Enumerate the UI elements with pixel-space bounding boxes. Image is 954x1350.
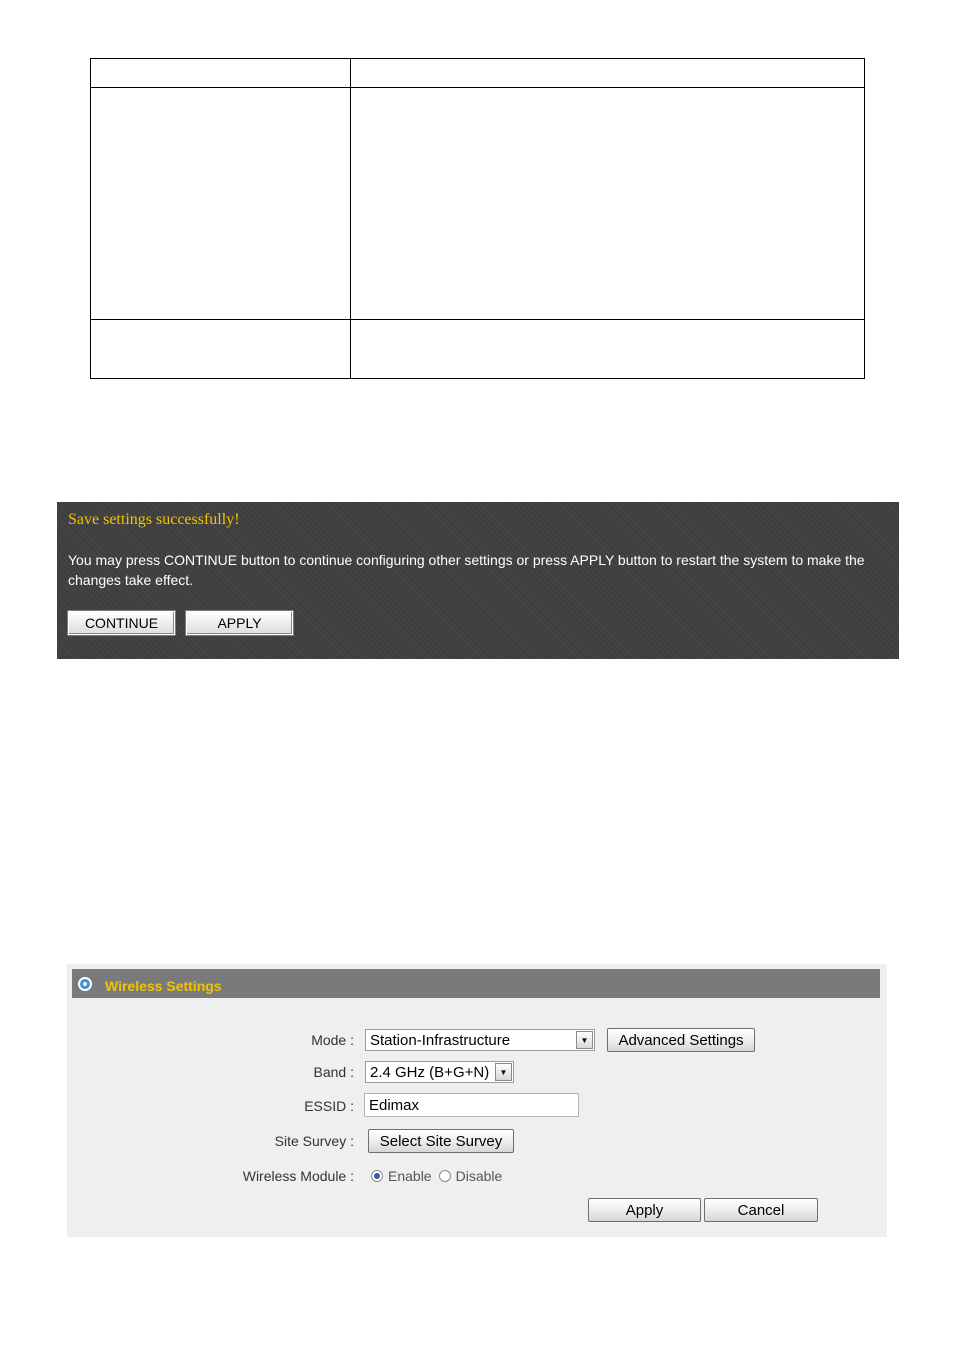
table-row xyxy=(91,59,865,88)
enable-radio[interactable] xyxy=(371,1170,383,1182)
disable-radio[interactable] xyxy=(439,1170,451,1182)
mode-label: Mode : xyxy=(311,1032,354,1048)
continue-button[interactable]: CONTINUE xyxy=(68,611,175,635)
table-cell xyxy=(351,88,865,320)
mode-select[interactable] xyxy=(365,1029,595,1051)
band-select[interactable] xyxy=(365,1061,514,1083)
essid-input[interactable] xyxy=(364,1093,579,1117)
table-cell xyxy=(91,88,351,320)
table-cell xyxy=(351,320,865,379)
save-message: You may press CONTINUE button to continue configuring other settings or press APPLY button to restart the system to make the changes take effect. xyxy=(68,552,865,588)
wireless-module-label: Wireless Module : xyxy=(242,1168,354,1184)
wireless-settings-panel xyxy=(67,964,887,1237)
site-survey-label: Site Survey : xyxy=(274,1133,354,1149)
enable-radio-label[interactable]: Enable xyxy=(388,1168,432,1184)
table-row xyxy=(91,320,865,379)
essid-label: ESSID : xyxy=(304,1098,354,1114)
save-settings-panel xyxy=(57,502,899,659)
cancel-button[interactable]: Cancel xyxy=(704,1198,818,1222)
document-table xyxy=(90,58,865,379)
radio-bullet-icon xyxy=(78,977,92,991)
mode-select-value: Station-Infrastructure xyxy=(370,1031,511,1049)
select-site-survey-button[interactable]: Select Site Survey xyxy=(368,1129,514,1153)
table-cell xyxy=(351,59,865,88)
chevron-down-icon[interactable]: ▼ xyxy=(576,1031,593,1049)
band-select-value: 2.4 GHz (B+G+N) xyxy=(370,1063,490,1081)
wireless-settings-header xyxy=(72,969,880,998)
wireless-settings-title: Wireless Settings xyxy=(105,977,222,994)
disable-radio-label[interactable]: Disable xyxy=(455,1168,503,1184)
band-label: Band : xyxy=(313,1064,354,1080)
wireless-module-radio-group xyxy=(371,1168,509,1184)
advanced-settings-button[interactable]: Advanced Settings xyxy=(607,1028,755,1052)
table-cell xyxy=(91,320,351,379)
save-title: Save settings successfully! xyxy=(68,511,240,528)
table-cell xyxy=(91,59,351,88)
apply-button[interactable]: Apply xyxy=(588,1198,701,1222)
save-buttons xyxy=(68,611,293,635)
apply-restart-button[interactable]: APPLY xyxy=(186,611,293,635)
table-row xyxy=(91,88,865,320)
chevron-down-icon[interactable]: ▼ xyxy=(495,1063,512,1081)
